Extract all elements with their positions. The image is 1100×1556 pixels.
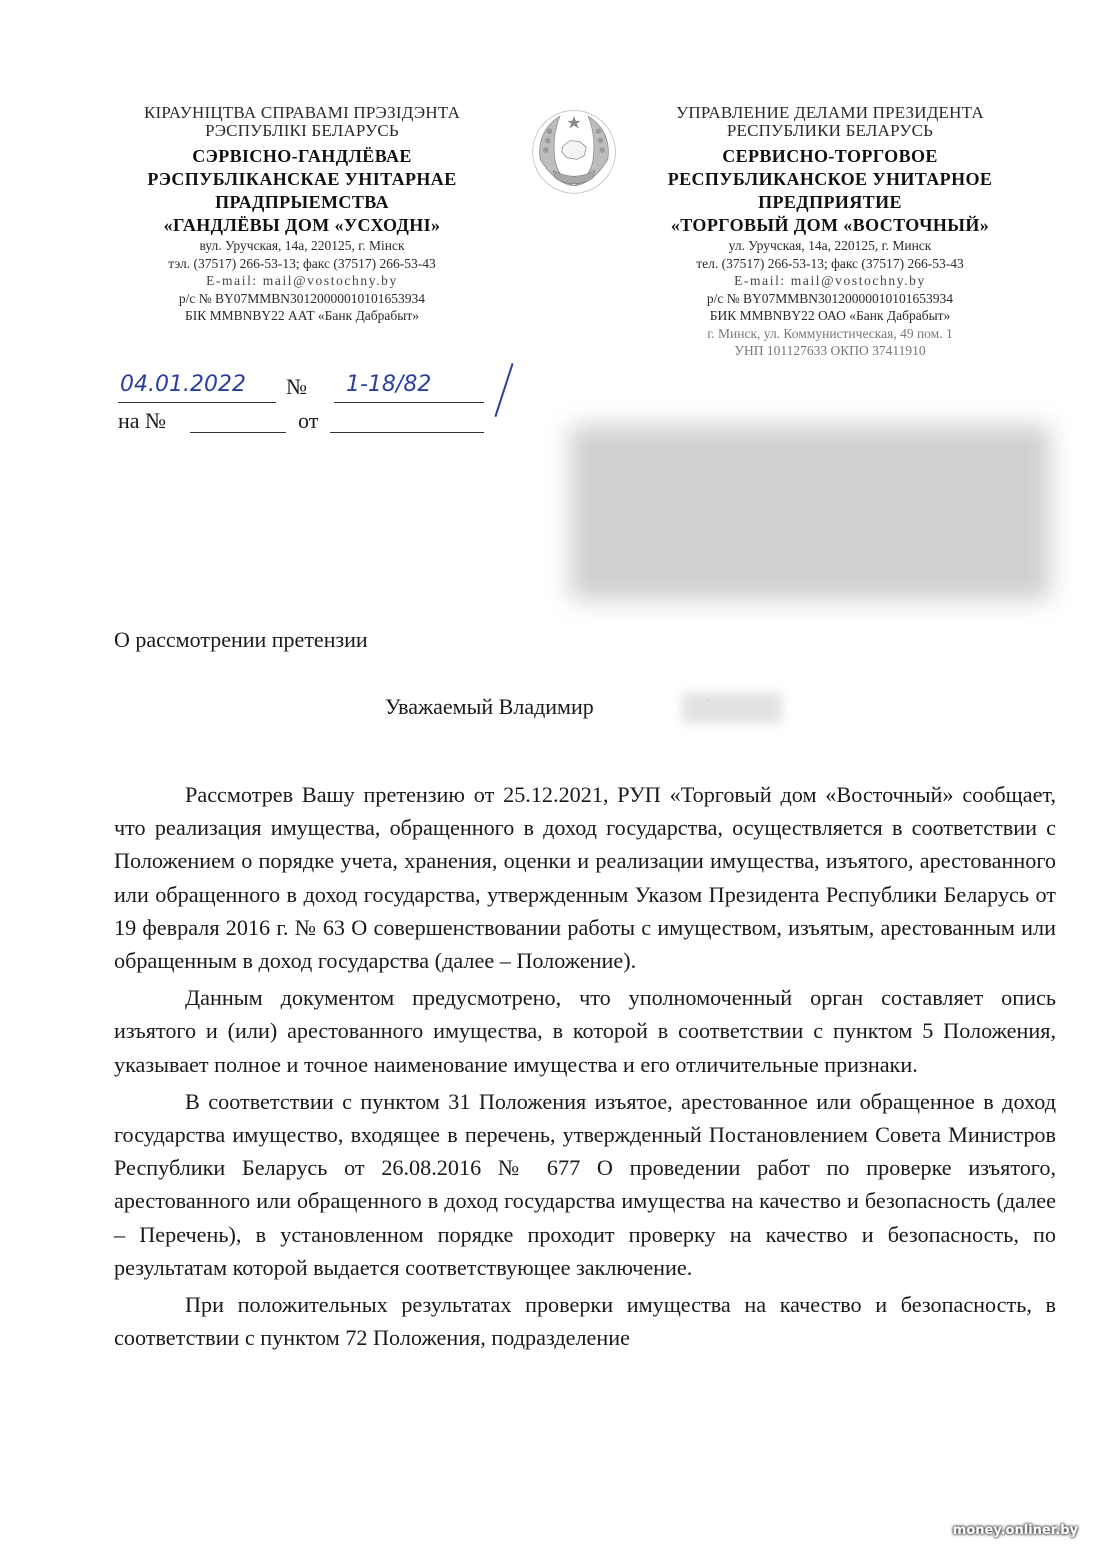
org-line: УПРАВЛЕНИЕ ДЕЛАМИ ПРЕЗИДЕНТА [676,103,984,122]
address: вул. Уручская, 14а, 220125, г. Мінск [199,238,405,253]
redacted-surname [682,693,782,723]
outgoing-registration [118,372,488,406]
phone: тел. (37517) 266-53-13; факс (37517) 266-53-43 [696,255,964,271]
company-name-line: РЕСПУБЛИКАНСКОЕ УНИТАРНОЕ [667,169,993,189]
bank-account: р/с № BY07MMBN30120000010101653934 [178,290,426,306]
letterhead-left [102,104,502,325]
company-name-line: «ГАНДЛЁВЫ ДОМ «УСХОДНІ» [163,215,441,235]
redacted-recipient-address [570,425,1050,600]
registration-block [118,372,488,440]
greeting-text: Уважаемый Владимир [385,694,594,719]
reply-number-field [190,432,286,433]
bank-code: БІК MMBNBY22 ААТ «Банк Дабрабыт» [184,308,419,323]
paragraph: Рассмотрев Вашу претензию от 25.12.2021, РУП «Торговый дом «Восточный» сообщает, что реализация имущества, обращенного в доход государства, осуществляется в соответствии с Положением о порядке учета, хранения, оценки и реализации имущества, изъятого, арестованного или обращенного в доход государства, утвержденным Указом Президента Республики Беларусь от 19 февраля 2016 г. № 63 О совершенствовании работы с имуществом, изъятым, арестованным или обращенным в доход государства (далее – Положение). [114,782,1056,974]
company-name-line: СЕРВИСНО-ТОРГОВОЕ [722,146,938,166]
handwritten-slash [494,363,513,417]
org-line: КІРАУНІЦТВА СПРАВАМІ ПРЭЗІДЭНТА [143,103,461,122]
letterhead-right [625,104,1035,360]
reply-number-label: на № [118,408,167,433]
paragraph: В соответствии с пунктом 31 Положения изъятое, арестованное или обращенное в доход государства имущество, входящее в перечень, утвержденный Постановлением Совета Министров Республики Беларусь от 26.08.2016 № 677 О проведении работ по проверке изъятого, арестованного или обращенного в доход государства имущества на качество и безопасность (далее – Перечень), в установленном порядке проходит проверку на качество и безопасность, по результатам которой выдается соответствующее заключение. [114,1088,1056,1280]
greeting [385,694,711,720]
company-name-line: РЭСПУБЛІКАНСКАЕ УНІТАРНАЕ [147,169,457,189]
address: ул. Уручская, 14а, 220125, г. Минск [728,238,932,253]
company-ids: УНП 101127633 ОКПО 37411910 [734,343,926,358]
company-name-line: ПРАДПРЫЕМСТВА [215,192,389,212]
date-underline [118,402,276,403]
org-line: РЕСПУБЛИКИ БЕЛАРУСЬ [726,121,934,140]
outgoing-number: 1-18/82 [346,372,432,397]
watermark: money.onliner.by [952,1523,1078,1538]
outgoing-date: 04.01.2022 [120,372,246,397]
letter-body [114,778,1056,1358]
company-name-line: ПРЕДПРИЯТИЕ [758,192,902,212]
state-emblem-icon [527,103,621,197]
bank-account: р/с № BY07MMBN30120000010101653934 [706,290,954,306]
company-name-line: СЭРВІСНО-ГАНДЛЁВАЕ [192,146,412,166]
phone: тэл. (37517) 266-53-13; факс (37517) 266-53-43 [168,255,436,271]
org-line: РЭСПУБЛІКІ БЕЛАРУСЬ [205,121,399,140]
email: E-mail: mail@vostochny.by [734,273,926,288]
number-label: № [286,374,307,399]
paragraph: Данным документом предусмотрено, что уполномоченный орган составляет опись изъятого и (или) арестованного имущества, в которой в соответствии с пунктом 5 Положения, указывает полное и точное наименование имущества и его отличительные признаки. [114,985,1056,1077]
letter-subject: О рассмотрении претензии [114,627,368,652]
email: E-mail: mail@vostochny.by [206,273,398,288]
number-underline [334,402,484,403]
bank-address: г. Минск, ул. Коммунистическая, 49 пом. 1 [707,325,953,341]
bank-code: БИК MMBNBY22 ОАО «Банк Дабрабыт» [709,308,951,323]
company-name-line: «ТОРГОВЫЙ ДОМ «ВОСТОЧНЫЙ» [670,215,990,235]
reply-date-field [330,432,484,433]
reply-registration [118,406,488,440]
paragraph: При положительных результатах проверки имущества на качество и безопасность, в соответствии с пунктом 72 Положения, подразделение [114,1292,1056,1351]
reply-from-label: от [298,408,319,433]
